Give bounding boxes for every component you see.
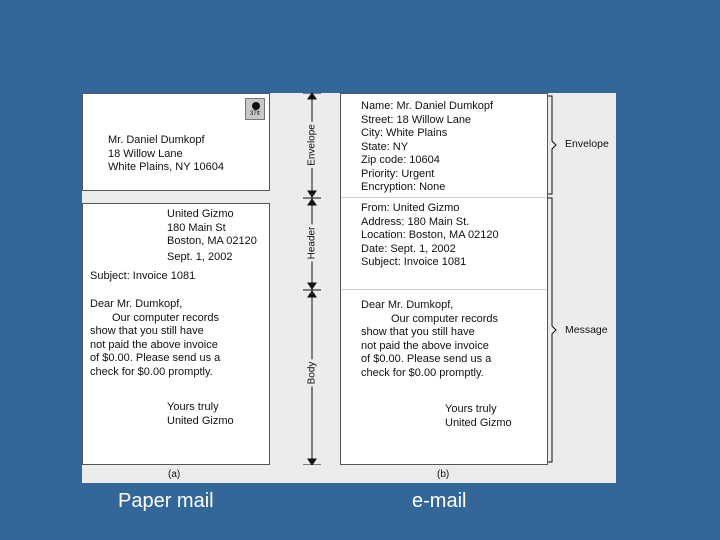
figure bbox=[82, 93, 616, 483]
letter-header-line: United Gizmo bbox=[167, 208, 234, 220]
email-body-line: of $0.00. Please send us a bbox=[361, 353, 492, 365]
envelope-address-line: White Plains, NY 10604 bbox=[108, 161, 224, 173]
letter-closing bbox=[167, 401, 234, 428]
email-envelope-line: Priority: Urgent bbox=[361, 167, 435, 180]
email-body-line: Dear Mr. Dumkopf, bbox=[361, 299, 454, 311]
stamp-value: 37¢ bbox=[249, 111, 260, 117]
letter-header-line: 180 Main St bbox=[167, 221, 226, 234]
letter-closing-line: Yours truly bbox=[167, 401, 219, 413]
caption-a: (a) bbox=[168, 469, 181, 480]
axis-label-envelope: Envelope bbox=[306, 124, 318, 166]
envelope-address bbox=[108, 134, 224, 175]
paper-envelope bbox=[82, 93, 270, 191]
envelope-address-line: 18 Willow Lane bbox=[108, 147, 183, 160]
letter-header-line: Sept. 1, 2002 bbox=[167, 250, 233, 263]
letter-body-line: Dear Mr. Dumkopf, bbox=[90, 298, 183, 310]
letter-body-line: not paid the above invoice bbox=[90, 338, 218, 351]
envelope-address-line: Mr. Daniel Dumkopf bbox=[108, 134, 205, 146]
email-closing-line: Yours truly bbox=[445, 403, 497, 415]
email-message bbox=[340, 93, 548, 465]
email-header-line: Date: Sept. 1, 2002 bbox=[361, 242, 456, 255]
email-header-line: Address: 180 Main St. bbox=[361, 215, 470, 228]
email-body-line: check for $0.00 promptly. bbox=[361, 366, 484, 379]
email-header-line: Subject: Invoice 1081 bbox=[361, 256, 467, 268]
arrow-up-icon bbox=[308, 291, 316, 297]
letter-body bbox=[90, 298, 220, 379]
email-envelope-line: Street: 18 Willow Lane bbox=[361, 113, 472, 126]
letter-header bbox=[167, 208, 257, 264]
email-body-line: not paid the above invoice bbox=[361, 339, 489, 352]
email-body-line: Our computer records bbox=[391, 312, 498, 325]
side-label-message: Message bbox=[565, 324, 608, 336]
postage-stamp-icon bbox=[245, 98, 265, 120]
label-email: e-mail bbox=[412, 490, 467, 512]
arrow-up-icon bbox=[308, 93, 316, 99]
email-body bbox=[361, 299, 498, 380]
email-envelope-line: Encryption: None bbox=[361, 181, 446, 193]
stamp-dot-icon bbox=[252, 102, 260, 110]
email-body-line: show that you still have bbox=[361, 326, 475, 338]
email-separator bbox=[341, 289, 547, 290]
label-paper-mail: Paper mail bbox=[118, 490, 214, 512]
arrow-down-icon bbox=[308, 191, 316, 197]
letter-body-line: check for $0.00 promptly. bbox=[90, 365, 213, 378]
email-envelope-line: City: White Plains bbox=[361, 127, 448, 139]
letter-header-line: Boston, MA 02120 bbox=[167, 235, 257, 247]
axis-label-body: Body bbox=[306, 361, 318, 385]
email-envelope-fields bbox=[361, 100, 493, 195]
letter-body-line: show that you still have bbox=[90, 325, 204, 337]
paper-letter bbox=[82, 203, 270, 465]
brace-envelope-icon bbox=[546, 95, 560, 195]
letter-body-line: Our computer records bbox=[112, 311, 219, 324]
axis-label-header: Header bbox=[306, 226, 318, 260]
letter-body-line: of $0.00. Please send us a bbox=[90, 352, 221, 364]
email-header-line: Location: Boston, MA 02120 bbox=[361, 229, 499, 241]
email-header-fields bbox=[361, 202, 499, 270]
email-envelope-line: Name: Mr. Daniel Dumkopf bbox=[361, 100, 494, 112]
letter-closing-line: United Gizmo bbox=[167, 414, 234, 427]
email-closing bbox=[445, 403, 512, 430]
arrow-down-icon bbox=[308, 459, 316, 465]
email-separator bbox=[341, 197, 547, 198]
brace-message-icon bbox=[546, 197, 560, 463]
letter-subject: Subject: Invoice 1081 bbox=[90, 270, 196, 282]
arrow-up-icon bbox=[308, 199, 316, 205]
email-header-line: From: United Gizmo bbox=[361, 202, 460, 214]
side-label-envelope: Envelope bbox=[565, 138, 609, 150]
arrow-down-icon bbox=[308, 283, 316, 289]
caption-b: (b) bbox=[437, 469, 450, 480]
email-envelope-line: Zip code: 10604 bbox=[361, 154, 440, 166]
email-envelope-line: State: NY bbox=[361, 140, 409, 153]
email-closing-line: United Gizmo bbox=[445, 416, 512, 429]
